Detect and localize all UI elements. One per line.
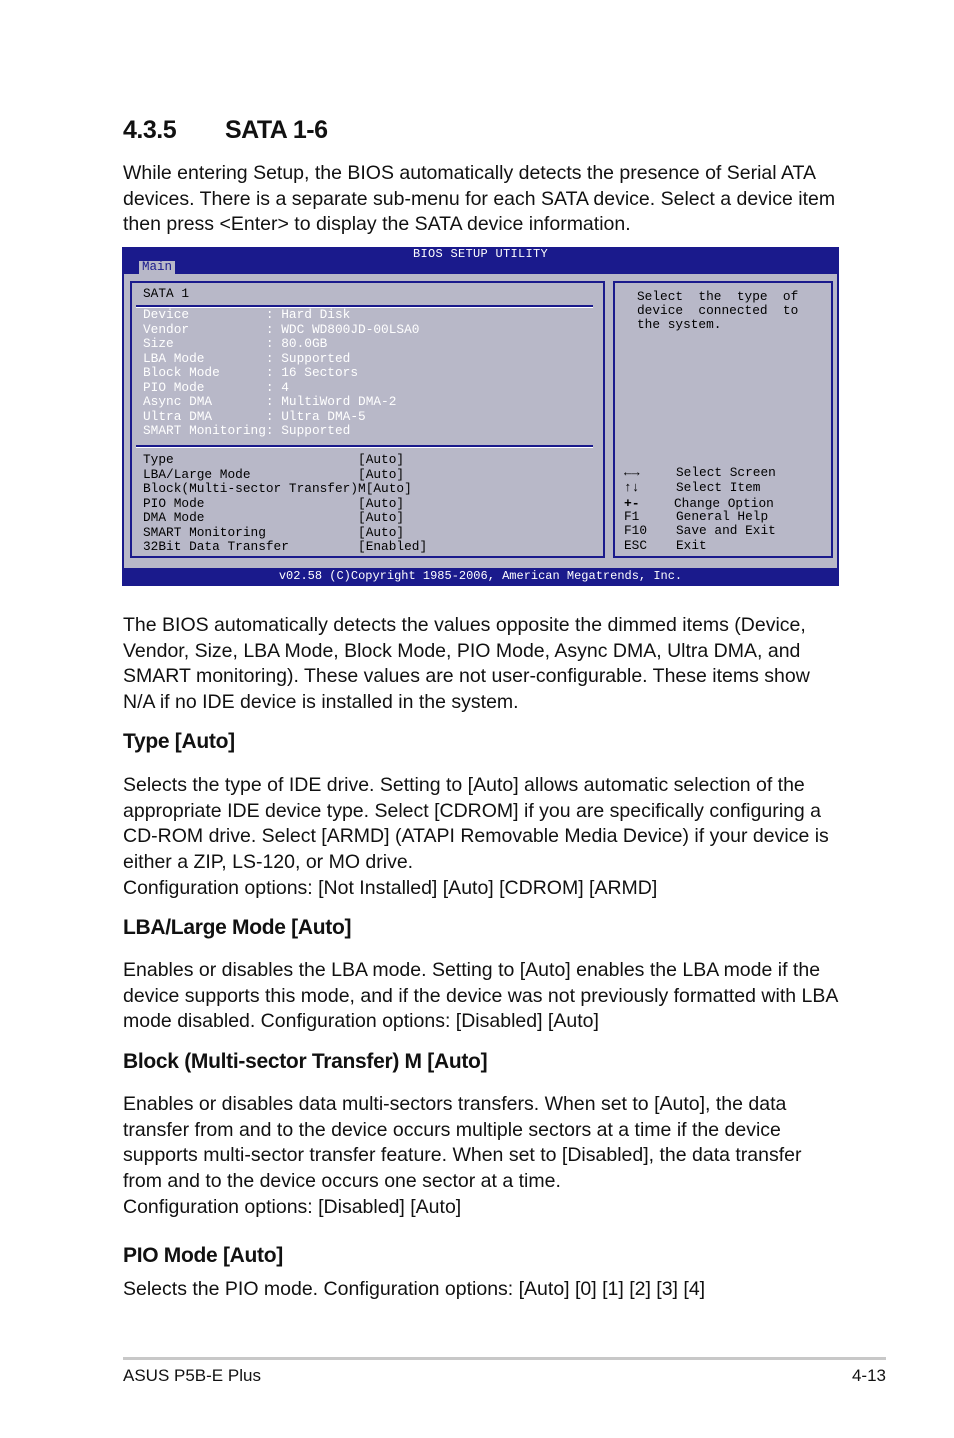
pio-heading: PIO Mode [Auto] [123,1244,283,1267]
bios-info-row-ultra: Ultra DMA : Ultra DMA-5 [143,408,366,424]
bios-info-row-smart: SMART Monitoring: Supported [143,423,351,438]
bios-key-label: Select Item [676,480,761,495]
bios-option-32bit[interactable]: 32Bit Data Transfer [Enabled] [143,539,428,554]
bios-body [124,274,837,568]
footer-rule [123,1357,886,1360]
bios-option-block[interactable]: Block(Multi-sector Transfer)M[Auto] [143,481,412,496]
bios-option-type[interactable]: Type [Auto] [143,452,405,467]
intro-paragraph: While entering Setup, the BIOS automatically detects the presence of Serial ATA devices. There is a separate sub-menu for each SATA device. Select a device item then press <Enter> to display the SATA device information. [123,162,836,236]
up-down-arrows-icon: ↑↓ [624,480,640,495]
bios-info-row-device: Device : Hard Disk [143,307,351,322]
bios-info-row-async: Async DMA : MultiWord DMA-2 [143,394,397,409]
bios-option-pio[interactable]: PIO Mode [Auto] [143,495,405,511]
left-right-arrows-icon: ←→ [624,465,640,480]
type-heading: Type [Auto] [123,730,235,753]
bios-help-line: device connected to [637,303,799,318]
bios-key-label: General Help [676,509,769,524]
lba-body: Enables or disables the LBA mode. Setting to [Auto] enables the LBA mode if the device supports this mode, and if the device was not previously formatted with LBA mode disabled. Configuration options: [Disabled] [Auto] [123,959,838,1033]
type-options: Configuration options: [Not Installed] [Auto] [CDROM] [ARMD] [123,877,658,899]
bios-copyright: v02.58 (C)Copyright 1985-2006, American Megatrends, Inc. [278,569,683,583]
block-body: Enables or disables data multi-sectors transfers. When set to [Auto], the data transfer from and to the device occurs multiple sectors at a time if the device supports multi-sector transfer feature. When set to [Disabled], the data transfer from and to the device occurs one sector at a time. [123,1093,802,1192]
block-heading: Block (Multi-sector Transfer) M [Auto] [123,1050,488,1073]
bios-option-dma[interactable]: DMA Mode [Auto] [143,510,405,525]
bios-info-row-size: Size : 80.0GB [143,336,328,351]
bios-option-lba[interactable]: LBA/Large Mode [Auto] [143,466,405,482]
bios-key-label: Exit [676,538,707,553]
bios-help-line: Select the type of [637,289,799,304]
plus-minus-icon: +- [624,496,640,511]
bios-info-row-block: Block Mode : 16 Sectors [143,365,359,380]
type-body: Selects the type of IDE drive. Setting to [Auto] allows automatic selection of the appropriate IDE device type. Select [CDROM] if you are specifically configuring a CD-ROM drive. Select [ARMD] (ATAPI Removable Media Device) if your device is either a ZIP, LS-120, or MO drive. [123,774,829,873]
bios-title: BIOS SETUP UTILITY [412,247,549,261]
bios-key-label: Select Screen [676,465,776,480]
pio-body: Selects the PIO mode. Configuration options: [Auto] [0] [1] [2] [3] [4] [123,1278,706,1300]
footer-product: ASUS P5B-E Plus [123,1366,261,1385]
bios-panel-title: SATA 1 [143,286,190,301]
bios-tab-main[interactable]: Main [139,261,175,274]
section-title [123,116,328,145]
bios-key-label: Save and Exit [676,523,776,538]
bios-screenshot [122,247,839,586]
section-number: 4.3.5 [123,116,177,144]
footer-page-number: 4-13 [851,1366,886,1385]
block-options: Configuration options: [Disabled] [Auto] [123,1196,462,1218]
bios-divider-bottom-highlight [136,447,593,448]
bios-info-row-pio: PIO Mode : 4 [143,379,289,395]
bios-key-label: Change Option [674,496,774,511]
auto-detect-paragraph: The BIOS automatically detects the values opposite the dimmed items (Device, Vendor, Size, LBA Mode, Block Mode, PIO Mode, Async DMA, Ultra DMA, and SMART monitoring). These values are not user-configurable. These items show N/A if no IDE device is installed in the system. [123,614,810,713]
bios-info-row-lba: LBA Mode : Supported [143,350,351,366]
lba-heading: LBA/Large Mode [Auto] [123,916,352,939]
bios-key: ESC [624,538,648,553]
bios-option-smart[interactable]: SMART Monitoring [Auto] [143,524,405,540]
section-name: SATA 1-6 [225,116,328,144]
bios-info-row-vendor: Vendor : WDC WD800JD-00LSA0 [143,321,420,337]
bios-help-line: the system. [637,317,722,332]
bios-key: F1 [624,509,640,524]
bios-key: F10 [624,523,648,538]
